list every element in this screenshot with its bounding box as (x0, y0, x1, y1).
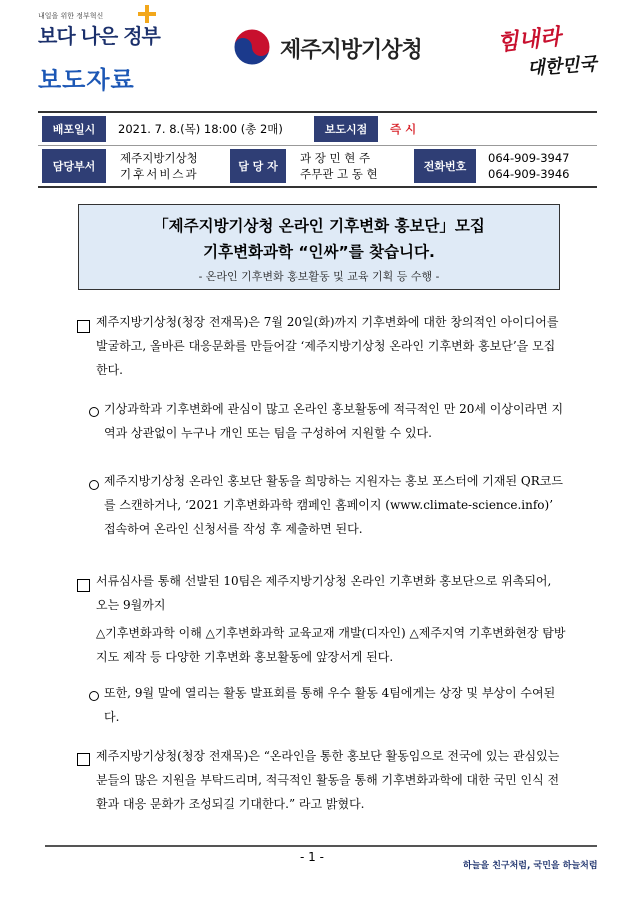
body-paragraph-1: 제주지방기상청(청장 전재목)은 7월 20일(화)까지 기후변화에 대한 창의적인 아이디어를 발굴하고, 올바른 대응문화를 만들어갈 ‘제주지방기상청 온라인 기후변화 홍보단’을 모집한다. (96, 315, 559, 377)
person-value (300, 150, 378, 182)
agency-name: 제주지방기상청 (280, 38, 422, 63)
body-paragraph-2: 기상과학과 기후변화에 관심이 많고 온라인 홍보활동에 적극적인 만 20세 이상이라면 지역과 상관없이 누구나 개인 또는 팀을 구성하여 지원할 수 있다. (104, 402, 564, 440)
release-info-row-2 (38, 145, 597, 186)
body-paragraph-5: 또한, 9월 말에 열리는 활동 발표회를 통해 우수 활동 4팀에게는 상장 및 부상이 수여된다. (104, 686, 556, 724)
department-line-2: 기후서비스과 (120, 167, 199, 181)
footer-slogan: 하늘을 친구처럼, 국민을 하늘처럼 (463, 861, 598, 871)
square-bullet-icon (77, 579, 90, 592)
release-date-label: 배포일시 (42, 116, 106, 142)
department-line-1: 제주지방기상청 (120, 151, 198, 165)
square-bullet-icon (77, 320, 90, 333)
gov-innovation-slogan: 내일을 위한 정부혁신 (38, 12, 104, 20)
body-paragraph-3: 제주지방기상청 온라인 홍보단 활동을 희망하는 지원자는 홍보 포스터에 기재된 QR코드를 스캔하거나, ‘2021 기후변화과학 캠페인 홈페이지 (www.climate-science.info)’ 접속하여 온라인 신청서를 작성 후 제출하면 된다. (104, 474, 563, 536)
circle-bullet-icon (89, 480, 99, 490)
phone-number-2: 064-909-3946 (488, 167, 570, 181)
plus-mark-icon (137, 4, 157, 24)
phone-value (488, 150, 569, 182)
body-paragraph-4a: 서류심사를 통해 선발된 10팀은 제주지방기상청 온라인 기후변화 홍보단으로 위촉되어, 오는 9월까지 (96, 574, 552, 612)
department-label: 담당부서 (42, 149, 106, 183)
release-date-value: 2021. 7. 8.(목) 18:00 (총 2매) (118, 122, 283, 136)
report-time-label: 보도시점 (314, 116, 378, 142)
person-line-2: 주무관 고 동 현 (300, 167, 378, 181)
press-release-title: 보도자료 (38, 66, 135, 94)
phone-number-1: 064-909-3947 (488, 151, 570, 165)
headline-line-1: 「제주지방기상청 온라인 기후변화 홍보단」모집 (153, 217, 485, 235)
headline-box (78, 204, 560, 290)
circle-bullet-icon (89, 407, 99, 417)
headline-subtitle: - 온라인 기후변화 홍보활동 및 교육 기획 등 수행 - (198, 270, 440, 283)
release-info-row-1 (38, 113, 597, 145)
release-info-table (38, 111, 597, 188)
headline-line-2: 기후변화과학 “인싸”를 찾습니다. (203, 243, 435, 261)
report-time-value: 즉 시 (390, 122, 417, 136)
footer-divider (45, 845, 597, 847)
person-label: 담 당 자 (230, 149, 286, 183)
body-paragraph-6: 제주지방기상청(청장 전재목)은 “온라인을 통한 홍보단 활동임으로 전국에 있는 관심있는 분들의 많은 지원을 부탁드리며, 적극적인 활동을 통해 기후변화과학에 대한 국민 인식 전환과 대응 문화가 조성되길 기대한다.” 라고 밝혔다. (96, 749, 560, 811)
square-bullet-icon (77, 753, 90, 766)
page-number: - 1 - (300, 850, 324, 864)
circle-bullet-icon (89, 691, 99, 701)
department-value (120, 150, 199, 182)
body-paragraph-4b: △기후변화과학 이해 △기후변화과학 교육교재 개발(디자인) △제주지역 기후변화현장 탐방지도 제작 등 다양한 기후변화 홍보활동에 앞장서게 된다. (96, 626, 566, 664)
slogan-korea: 대한민국 (526, 53, 598, 80)
gov-logo-text: 보다 나은 정부 (38, 24, 160, 48)
phone-label: 전화번호 (414, 149, 476, 183)
taegeuk-emblem-icon (232, 27, 272, 67)
slogan-cheer-red: 힘내라 (496, 24, 563, 57)
person-line-1: 과 장 민 현 주 (300, 151, 371, 165)
